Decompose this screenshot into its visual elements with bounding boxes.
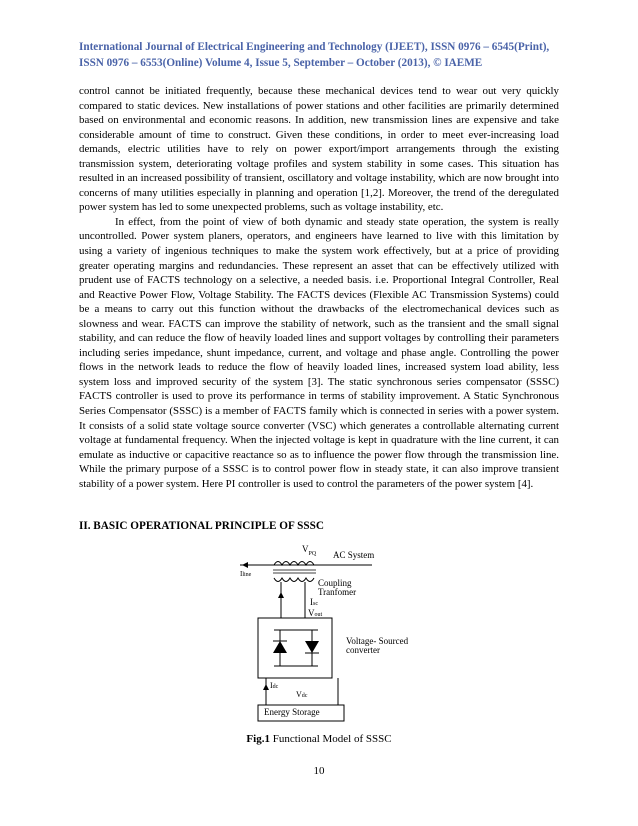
coupling-line-2: Tranfomer xyxy=(318,587,357,597)
vout-sub: out xyxy=(314,612,323,618)
vsc-line-2: converter xyxy=(346,645,380,655)
isc-symbol: I xyxy=(310,597,313,607)
figure-sssc-model xyxy=(0,540,638,730)
transformer-secondary xyxy=(274,578,314,582)
vsc-line-1: Voltage- Sourced xyxy=(346,636,409,646)
label-vdc xyxy=(296,690,307,699)
vout-symbol: V xyxy=(308,608,315,618)
figure-caption xyxy=(0,733,638,745)
section-heading: II. BASIC OPERATIONAL PRINCIPLE OF SSSC xyxy=(79,520,324,532)
label-iline xyxy=(240,570,251,578)
label-idc xyxy=(270,681,278,690)
isc-arrow xyxy=(278,592,284,598)
page-number: 10 xyxy=(313,765,325,777)
iline-arrow xyxy=(242,562,248,568)
paragraph-1: control cannot be initiated frequently, because these mechanical devices tend to wear out very quickly compared to static devices. New installations of power stations and other facilities are primarily determined based on environmental and economic reasons. In addition, new transmission lines are expensive and take considerable amount of time to construct. Given these conditions, in order to meet ever-increasing load demands, electric utilities have to rely on power export/import arrangements through the existing transmission system, deteriorating voltage profiles and system stability in some cases. This situation has resulted in an increased possibility of transient, oscillatory and voltage instability, which are now brought into concerns of many utilities especially in planning and operation [1,2]. Moreover, the trend of the deregulated power system has led to some unexpected problems, such as voltage instability, etc. xyxy=(79,85,559,214)
sssc-diagram xyxy=(0,540,638,730)
iline-symbol: I xyxy=(240,570,243,578)
idc-symbol: I xyxy=(270,681,273,690)
journal-header xyxy=(79,40,569,71)
isc-sub: sc xyxy=(313,601,318,607)
label-coupling xyxy=(318,578,356,597)
paragraph-2: In effect, from the point of view of both dynamic and steady state operation, the system is really uncontrolled. Power system planers, operators, and engineers have learned to live with this limitation by using a variety of ingenious techniques to make the system work effectively, but at a price of providing greater operating margins and redundancies. These represent an asset that can be effectively utilized with prudent use of FACTS technology on a selective, a needed basis. i.e. Proportional Integral Controller, Real and Reactive Power Flow, Voltage Stability. The FACTS devices (Flexible AC Transmission Systems) could be a means to carry out this function without the drawbacks of the electromechanical devices such as slowness and wear. FACTS can improve the stability of network, such as the transient and the small signal stability, and can reduce the flow of heavily loaded lines and support voltages by controlling their parameters including series impedance, shunt impedance, current, and voltage and phase angle. Controlling the power flows in the network leads to reduce the flow of heavily loaded lines, increased system load ability, less system loss and improved security of the system [3]. The static synchronous series compensator (SSSC) FACTS controller is used to prove its performance in terms of stability improvement. A Static Synchronous Series Compensator (SSSC) is a member of FACTS family which is connected in series with a power system. It consists of a solid state voltage source converter (VSC) which generates a controllable alternating current voltage at fundamental frequency. When the injected voltage is kept in quadrature with the line current, it can emulate as inductive or capacitive reactance so as to influence the power flow through the transmission line. While the primary purpose of a SSSC is to control power flow in steady state, it can also improve transient stability of a power system. Here PI controller is used to control the parameters of the power system [4]. xyxy=(79,215,559,490)
label-vpq xyxy=(302,544,316,557)
header-line-2: ISSN 0976 – 6553(Online) Volume 4, Issue 5, September – October (2013), © IAEME xyxy=(79,56,483,69)
header-line-1: International Journal of Electrical Engineering and Technology (IJEET), ISSN 0976 – 6545(Print), xyxy=(79,41,550,53)
coupling-line-1: Coupling xyxy=(318,578,352,588)
label-vsc xyxy=(346,636,408,655)
vpq-sub: PQ xyxy=(308,550,317,557)
idc-arrow xyxy=(263,684,269,690)
iline-sub: line xyxy=(242,572,252,578)
caption-label: Fig.1 xyxy=(246,733,270,745)
vdc-symbol: V xyxy=(296,690,302,699)
body-text xyxy=(79,84,559,491)
vdc-sub: dc xyxy=(301,693,308,699)
idc-sub: dc xyxy=(272,684,279,690)
label-ac-system: AC System xyxy=(333,550,375,560)
label-energy-storage: Energy Storage xyxy=(264,707,320,717)
transformer-primary xyxy=(274,562,314,566)
converter-box xyxy=(258,618,332,678)
label-isc xyxy=(310,597,318,607)
label-vout xyxy=(308,608,322,618)
caption-text: Functional Model of SSSC xyxy=(269,733,392,745)
vpq-symbol: V xyxy=(302,544,309,554)
